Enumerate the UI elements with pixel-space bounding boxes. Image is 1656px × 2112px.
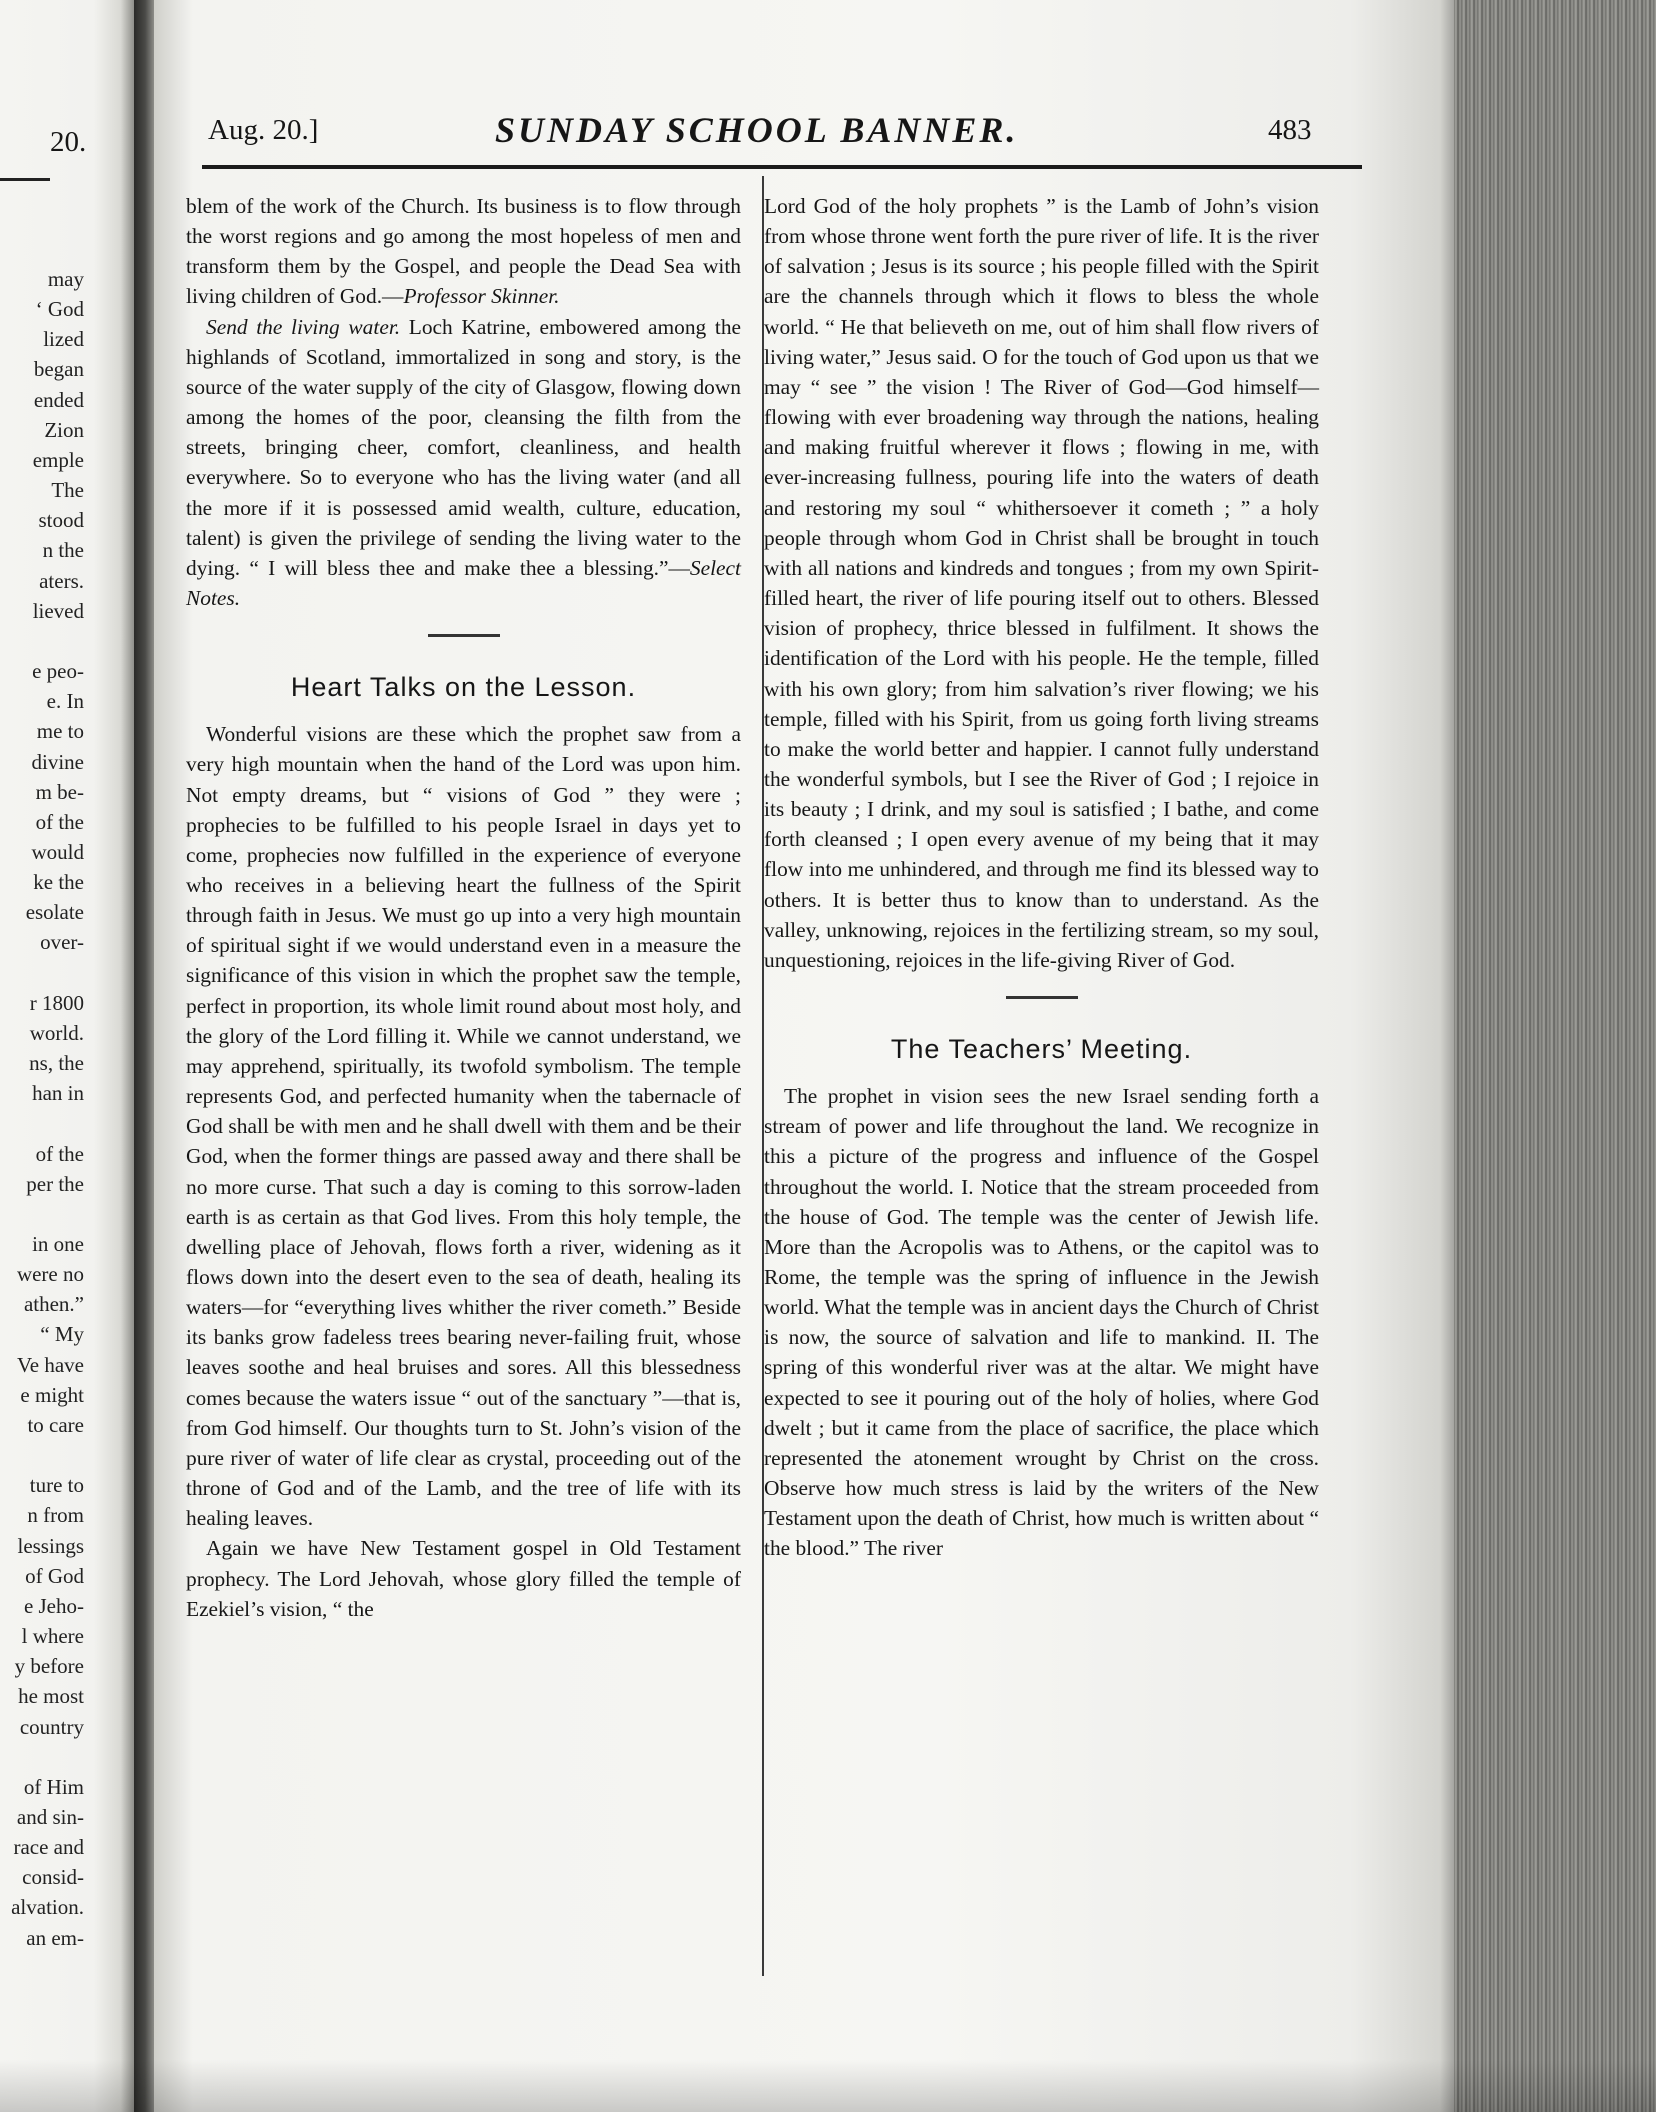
facing-page-line: ns, the xyxy=(29,1051,84,1076)
facing-page-line: ture to xyxy=(29,1473,84,1498)
facing-page-text xyxy=(11,264,84,1953)
paragraph xyxy=(186,191,741,312)
facing-page-line: race and xyxy=(13,1835,84,1860)
left-column xyxy=(186,191,741,1624)
facing-page-line: emple xyxy=(32,447,84,472)
paragraph: Again we have New Testament gospel in Old Testament prophecy. The Lord Jehovah, whose glory filled the temple of Ezekiel’s vision, “ the xyxy=(186,1536,741,1621)
facing-page-line: ‘ God xyxy=(35,297,84,322)
facing-page-line xyxy=(11,1742,84,1772)
paragraph xyxy=(186,312,741,614)
publication-title: SUNDAY SCHOOL BANNER. xyxy=(495,110,1019,150)
facing-page-line: to care xyxy=(27,1412,84,1437)
source-citation: Select Notes. xyxy=(186,555,741,611)
paragraph: Lord God of the holy prophets ” is the Lamb of John’s vision from whose throne went forth the pure river of life. It is the river of salvation ; Jesus is its source ; his people filled with the Spirit are the channels through which it flows to bless the whole world. “ He that believeth on me, out of him shall flow rivers of living water,” Jesus said. O for the touch of God upon us that we may “ see ” the vision ! The River of God—God himself—flowing with ever broadening way through the nations, healing and making fruitful wherever it flows ; flowing in me, with ever-increasing fullness, pouring life into the waters of death and restoring my soul “ whithersoever it cometh ; ” a holy people through whom God in Christ shall be brought in touch with all nations and kindreds and tongues ; from my own Spirit-filled heart, the river of life pouring itself out to others. Blessed vision of prophecy, thrice blessed in fulfilment. It shows the identification of the Lord with his people. He the temple, filled with his own glory; from him salvation’s river flowing; we his temple, filled with his Spirit, from us going forth living streams to make the world better and happier. I cannot fully understand the wonderful symbols, but I see the River of God ; I rejoice in its beauty ; I drink, and my soul is satisfied ; I bathe, and come forth cleansed ; I open every avenue of my being that it may flow into me unhindered, and through me find its blessed way to others. It is better thus to know than to understand. As the valley, unknowing, rejoices in the fertilizing stream, so my soul, unquestioning, rejoices in the life-giving River of God. xyxy=(764,194,1319,972)
paragraph-text: Loch Katrine, embowered among the highlands of Scotland, immortalized in song and story, is the source of the water supply of the city of Glasgow, flowing down among the homes of the poor, cleansing the filth from the streets, bringing cheer, comfort, cleanliness, and health everywhere. So to everyone who has the living water (and all the more if it is possessed amid wealth, culture, education, talent) is given the privilege of sending the living water to the dying. “ I will bless thee and make thee a blessing.”— xyxy=(186,314,742,580)
facing-page-line: aters. xyxy=(39,568,84,593)
facing-page-line: ended xyxy=(33,387,84,412)
facing-page-line: “ My xyxy=(40,1322,84,1347)
scan-shadow xyxy=(0,2060,1656,2112)
facing-page-line: Zion xyxy=(44,417,84,442)
facing-page-line: may xyxy=(47,267,84,291)
facing-page-line: n the xyxy=(42,538,84,563)
section-heading: The Teachers’ Meeting. xyxy=(890,1034,1193,1065)
facing-page-line: e Jeho- xyxy=(23,1593,84,1618)
section-heading: Heart Talks on the Lesson. xyxy=(290,672,637,703)
facing-page-line xyxy=(11,1108,84,1138)
header-rule xyxy=(202,165,1362,169)
facing-page-line: athen.” xyxy=(23,1292,84,1317)
facing-page xyxy=(0,0,134,2112)
facing-page-line: in one xyxy=(32,1232,84,1256)
paragraph-text: blem of the work of the Church. Its business is to flow through the worst regions and go among the most hopeless of men and transform them by the Gospel, and people the Dead Sea with living children of God.— xyxy=(186,194,741,309)
facing-page-line: alvation. xyxy=(11,1895,84,1920)
facing-page-line: l where xyxy=(21,1624,84,1649)
section-divider xyxy=(428,634,500,637)
page-number: 483 xyxy=(1268,114,1312,146)
facing-page-header-text: 20. xyxy=(50,126,87,158)
facing-page-line: The xyxy=(51,478,84,503)
facing-page-line: y before xyxy=(14,1654,84,1679)
facing-page-line: lieved xyxy=(32,598,84,623)
facing-page-line: m be- xyxy=(35,779,84,804)
facing-page-line xyxy=(11,1199,84,1229)
facing-page-line xyxy=(11,958,84,988)
right-column xyxy=(764,191,1319,1564)
facing-page-line: consid- xyxy=(22,1865,84,1890)
facing-page-line: stood xyxy=(38,508,84,533)
paragraph: The prophet in vision sees the new Israel sending forth a stream of power and life throughout the land. We recognize in this a picture of the progress and influence of the Gospel throughout the world. I. Notice that the stream proceeded from the house of God. The temple was the center of Jewish life. More than the Acropolis was to Athens, or the capitol was to Rome, the temple was the spring of influence in the Jewish world. What the temple was in ancient days the Church of Christ is now, the source of salvation and life to mankind. II. The spring of this wonderful river was at the altar. We might have expected to see it pouring out of the holy of holies, where God dwelt ; but it came from the place of sacrifice, the place which represented the atonement wrought by Christ on the cross. Observe how much stress is laid by the writers of the New Testament upon the death of Christ, how much is written about “ the blood.” The river xyxy=(764,1084,1319,1561)
facing-page-line: of Him xyxy=(23,1774,84,1799)
facing-page-line: began xyxy=(33,357,84,382)
header-date: Aug. 20.] xyxy=(208,114,319,146)
facing-page-line: world. xyxy=(29,1020,84,1045)
page xyxy=(154,0,1454,2112)
facing-page-line: would xyxy=(31,839,84,864)
book-gutter xyxy=(134,0,154,2112)
facing-page-line: and sin- xyxy=(16,1804,84,1829)
facing-page-line: he most xyxy=(18,1684,84,1709)
source-citation: Professor Skinner. xyxy=(403,284,560,309)
facing-page-line: over- xyxy=(40,930,84,955)
facing-page-line: Ve have xyxy=(16,1352,84,1377)
facing-page-line xyxy=(11,1440,84,1470)
paragraph: Wonderful visions are these which the prophet saw from a very high mountain when the hand of the Lord was upon him. Not empty dreams, but “ visions of God ” they were ; prophecies to be fulfilled to his people Israel in days yet to come, prophecies now fulfilled in the experience of everyone who receives in a believing heart the fullness of the Spirit through faith in Jesus. We must go up into a very high mountain of spiritual sight if we would understand even in a measure the significance of this vision in which the prophet saw the temple, perfect in proportion, its whole limit round about most holy, and the glory of the Lord filling it. While we cannot understand, we may apprehend, spiritually, its twofold symbolism. The temple represents God, and perfected humanity when the tabernacle of God shall be with men and he shall dwell with them and be their God, when the former things are passed away and there shall be no more curse. That such a day is coming to this sorrow-laden earth is as certain as that God lives. From this holy temple, the dwelling place of Jehovah, flows forth a river, widening as it flows down into the desert even to the sea of death, healing its waters—for “everything lives whither the river cometh.” Beside its banks grow fadeless trees bearing never-failing fruit, whose leaves soothe and heal bruises and sores. All this blessedness comes because the waters issue “ out of the sanctuary ”—that is, from God himself. Our thoughts turn to St. John’s vision of the pure river of water of life clear as crystal, proceeding out of the throne of God and of the Lamb, and the tree of life with its healing leaves. xyxy=(186,722,741,1531)
facing-page-line: r 1800 xyxy=(29,990,84,1015)
facing-page-line: were no xyxy=(16,1262,84,1287)
facing-page-line: e. In xyxy=(46,689,84,714)
facing-page-line: n from xyxy=(27,1503,84,1528)
paragraph-lead: Send the living water. xyxy=(206,314,401,339)
facing-page-line: e peo- xyxy=(32,659,84,684)
facing-page-line: country xyxy=(19,1714,84,1739)
facing-page-rule xyxy=(0,178,50,181)
section-divider xyxy=(1006,996,1078,999)
facing-page-line: han in xyxy=(32,1081,84,1106)
facing-page-line: lessings xyxy=(17,1533,84,1558)
facing-page-line: an em- xyxy=(26,1925,84,1950)
facing-page-line: ke the xyxy=(33,870,84,895)
facing-page-line xyxy=(11,626,84,656)
facing-page-line: of God xyxy=(25,1563,84,1588)
facing-page-line: of the xyxy=(35,1141,84,1166)
facing-page-line: per the xyxy=(26,1171,84,1196)
facing-page-line: e might xyxy=(20,1382,84,1407)
book-page-edges xyxy=(1454,0,1656,2112)
facing-page-line: lized xyxy=(43,327,84,352)
facing-page-line: esolate xyxy=(25,900,84,925)
facing-page-line: me to xyxy=(36,719,84,744)
running-header xyxy=(154,106,1454,156)
facing-page-line: of the xyxy=(35,809,84,834)
facing-page-line: divine xyxy=(31,749,84,774)
